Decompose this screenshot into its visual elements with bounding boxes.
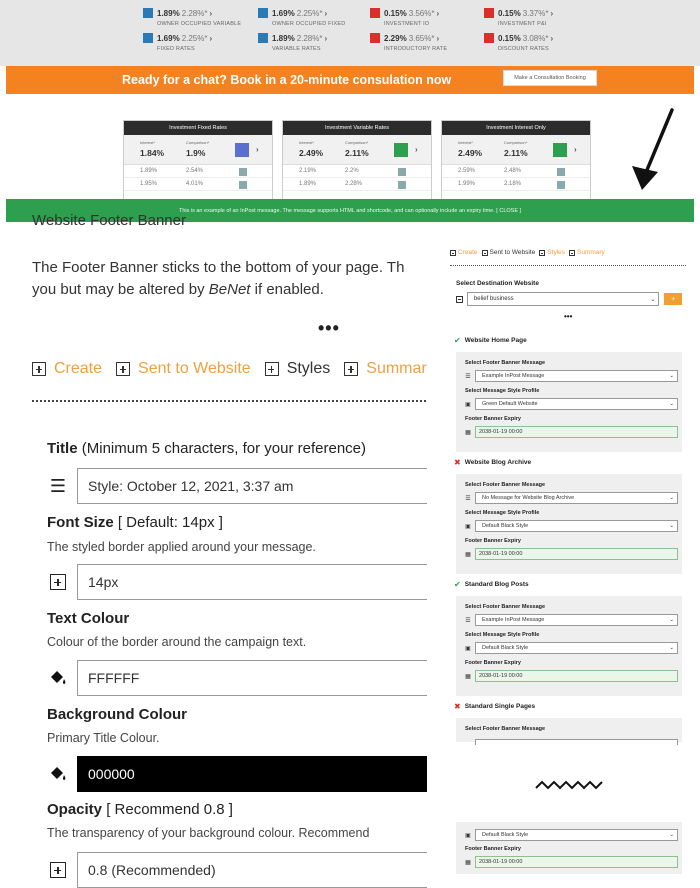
- paint-bucket-icon: [47, 667, 69, 689]
- plus-box-icon: [539, 250, 545, 256]
- font-size-input[interactable]: 14px: [77, 564, 427, 600]
- rate-card-row[interactable]: [283, 178, 431, 191]
- tab-sent-to-website[interactable]: [482, 249, 536, 256]
- rate-label: INVESTMENT IO: [384, 21, 430, 27]
- check-icon: ✔: [454, 336, 461, 345]
- divider: [450, 265, 686, 266]
- rate-line: [484, 33, 604, 43]
- message-label: Select Footer Banner Message: [465, 360, 546, 366]
- tab-create[interactable]: [450, 249, 478, 256]
- interest-value: 2.49%: [299, 148, 324, 158]
- lender-logo-icon: [557, 181, 565, 189]
- style-label: Select Message Style Profile: [465, 510, 540, 516]
- row-comparison: 2.18%: [504, 181, 522, 187]
- rate-comparison: 2.28%*: [181, 8, 208, 18]
- chevron-right-icon: ›: [574, 145, 577, 154]
- destination-select[interactable]: [467, 292, 659, 306]
- message-select[interactable]: [475, 492, 678, 504]
- rate-badge-icon: [370, 33, 380, 43]
- footer-banner-settings-panel: [448, 242, 688, 874]
- message-row: [464, 736, 678, 748]
- plus-box-icon: [450, 250, 456, 256]
- message-value: Example InPost Message: [482, 617, 545, 623]
- chevron-right-icon: ›: [209, 8, 213, 18]
- title-input[interactable]: Style: October 12, 2021, 3:37 am: [77, 468, 427, 504]
- expiry-input[interactable]: 2038-01-19 00:00: [475, 426, 678, 438]
- expiry-row: [464, 426, 678, 438]
- rate-badge-icon: [143, 33, 153, 43]
- tab-label: Summary: [577, 249, 605, 256]
- style-label: Select Message Style Profile: [465, 632, 540, 638]
- more-options-icon[interactable]: •••: [564, 312, 573, 321]
- tab-label: Create: [458, 249, 478, 256]
- background-colour-input[interactable]: 000000: [77, 756, 427, 792]
- website-preview: [0, 0, 700, 222]
- label-hint: [ Default: 14px ]: [113, 514, 223, 531]
- calendar-icon: ▦: [465, 429, 471, 436]
- intro-suffix: if enabled.: [250, 281, 324, 298]
- rate-value: 1.89%: [157, 8, 180, 18]
- comparison-label: Comparison*: [345, 140, 369, 145]
- intro-prefix: you but may be altered by: [32, 281, 209, 298]
- chevron-right-icon: ›: [324, 33, 328, 43]
- rate-line: [484, 8, 604, 18]
- tab-label: Create: [54, 360, 103, 377]
- rate-value: 0.15%: [498, 33, 521, 43]
- rate-value: 0.15%: [384, 8, 407, 18]
- rate-line: [370, 33, 490, 43]
- rate-line: [258, 8, 378, 18]
- lender-logo-icon: [553, 143, 567, 157]
- rate-comparison: 3.08%*: [522, 33, 549, 43]
- rate-card-title: Investment Variable Rates: [283, 121, 431, 135]
- tab-sent-to-website[interactable]: [116, 360, 251, 378]
- add-destination-button[interactable]: +: [664, 293, 682, 305]
- section-header[interactable]: [454, 580, 529, 589]
- rate-item[interactable]: [484, 33, 604, 55]
- interest-label: Interest*: [140, 140, 155, 145]
- rate-card-row[interactable]: [283, 165, 431, 178]
- section-box: [456, 352, 682, 452]
- section-title: Website Blog Archive: [464, 459, 532, 466]
- label-strong: Font Size: [47, 514, 114, 531]
- style-label: Select Message Style Profile: [465, 388, 540, 394]
- chevron-down-icon: ⌄: [669, 523, 674, 529]
- rate-card: [123, 120, 273, 210]
- style-select[interactable]: [475, 398, 678, 410]
- opacity-description: The transparency of your background colour. Recommend: [47, 826, 370, 840]
- text-colour-description: Colour of the border around the campaign text.: [47, 635, 307, 649]
- plus-box-icon: [482, 250, 488, 256]
- rates-bar: [0, 0, 700, 66]
- rate-card-main[interactable]: [442, 135, 590, 165]
- rate-badge-icon: [258, 8, 268, 18]
- interest-label: Interest*: [458, 140, 473, 145]
- message-select[interactable]: [475, 370, 678, 382]
- message-row: [464, 492, 678, 504]
- section-heading: Website Footer Banner: [32, 212, 186, 229]
- zigzag-separator-icon: [534, 776, 604, 796]
- style-row: [464, 829, 678, 841]
- chevron-down-icon: ⌄: [669, 617, 674, 623]
- calendar-icon: ▦: [465, 859, 471, 866]
- rate-comparison: 2.28%*: [296, 33, 323, 43]
- rate-label: FIXED RATES: [157, 46, 195, 52]
- section-box: [456, 596, 682, 696]
- rate-card-title: Investment Interest Only: [442, 121, 590, 135]
- style-row: [464, 520, 678, 532]
- comparison-label: Comparison*: [504, 140, 528, 145]
- rate-item[interactable]: [258, 33, 378, 55]
- background-colour-description: Primary Title Colour.: [47, 731, 160, 745]
- plus-box-icon: [47, 571, 69, 593]
- cross-icon: ✖: [454, 458, 461, 467]
- rate-line: [143, 33, 263, 43]
- rate-label: OWNER OCCUPIED FIXED: [272, 21, 346, 27]
- chevron-right-icon: ›: [324, 8, 328, 18]
- row-comparison: 2.28%: [345, 181, 363, 187]
- label-strong: Title: [47, 440, 78, 457]
- chevron-right-icon: ›: [415, 145, 418, 154]
- tab-summary[interactable]: [569, 249, 605, 256]
- title-field-label: [47, 440, 366, 457]
- label-hint: (Minimum 5 characters, for your reference): [77, 440, 366, 457]
- list-icon: ☰: [465, 373, 471, 380]
- font-size-row: [47, 564, 427, 600]
- label-strong: Text Colour: [47, 610, 130, 627]
- style-value: Green Default Website: [482, 401, 538, 407]
- rate-comparison: 3.56%*: [408, 8, 435, 18]
- message-row: [464, 370, 678, 382]
- comparison-value: 1.9%: [186, 148, 206, 158]
- rate-value: 1.89%: [272, 33, 295, 43]
- section-box: [456, 822, 682, 874]
- row-comparison: 4.01%: [186, 181, 204, 187]
- text-colour-input[interactable]: FFFFFF: [77, 660, 427, 696]
- destination-value: belief business: [473, 296, 514, 302]
- message-label: Select Footer Banner Message: [465, 604, 546, 610]
- lender-logo-icon: [239, 168, 247, 176]
- chevron-right-icon: ›: [436, 8, 440, 18]
- rate-badge-icon: [143, 8, 153, 18]
- row-interest: 1.89%: [299, 181, 317, 187]
- lender-logo-icon: [557, 168, 565, 176]
- tab-label: Styles: [286, 360, 331, 377]
- opacity-label: [47, 801, 233, 818]
- consultation-booking-button[interactable]: Make a Consultation Booking: [503, 70, 597, 86]
- list-icon: ☰: [49, 475, 67, 496]
- rate-label: INVESTMENT P&I: [498, 21, 547, 27]
- rate-badge-icon: [370, 8, 380, 18]
- font-size-description: The styled border applied around your message.: [47, 540, 316, 554]
- list-icon: ☰: [465, 495, 471, 502]
- chevron-down-icon: ⌄: [650, 296, 656, 303]
- tab-label: Summar: [366, 360, 427, 377]
- style-select[interactable]: [475, 829, 678, 841]
- lender-logo-icon: [398, 181, 406, 189]
- label-strong: Opacity: [47, 801, 103, 818]
- rate-card-title: Investment Fixed Rates: [124, 121, 272, 135]
- row-interest: 1.95%: [140, 181, 158, 187]
- message-row: [464, 614, 678, 626]
- chevron-right-icon: ›: [550, 8, 554, 18]
- rate-item[interactable]: [258, 8, 378, 30]
- image-icon: ▣: [465, 645, 471, 652]
- rate-badge-icon: [258, 33, 268, 43]
- section-header[interactable]: [454, 336, 527, 345]
- tab-create[interactable]: [32, 360, 102, 378]
- text-colour-row: [47, 660, 427, 696]
- style-select[interactable]: [475, 520, 678, 532]
- rate-value: 2.29%: [384, 33, 407, 43]
- plus-box-icon: [265, 362, 279, 376]
- opacity-row: [47, 852, 427, 888]
- expiry-label: Footer Banner Expiry: [465, 846, 521, 852]
- rate-value: 1.69%: [272, 8, 295, 18]
- rate-card-row[interactable]: [124, 178, 272, 191]
- message-select[interactable]: [475, 739, 678, 745]
- row-interest: 2.19%: [299, 168, 317, 174]
- tab-summary[interactable]: [344, 360, 426, 378]
- expiry-input[interactable]: 2038-01-19 00:00: [475, 670, 678, 682]
- chevron-down-icon: ⌄: [669, 495, 674, 501]
- chevron-right-icon: ›: [550, 33, 554, 43]
- message-select[interactable]: [475, 614, 678, 626]
- plus-box-icon: [116, 362, 130, 376]
- rate-value: 0.15%: [498, 8, 521, 18]
- rate-badge-icon: [484, 33, 494, 43]
- more-options-icon[interactable]: •••: [318, 318, 340, 338]
- rate-card-main[interactable]: [124, 135, 272, 165]
- rate-label: OWNER OCCUPIED VARIABLE: [157, 21, 242, 27]
- expiry-row: [464, 548, 678, 560]
- rate-item[interactable]: [370, 33, 490, 55]
- section-header[interactable]: [454, 458, 531, 467]
- divider: [32, 400, 426, 402]
- message-label: Select Footer Banner Message: [465, 482, 546, 488]
- lender-logo-icon: [239, 181, 247, 189]
- image-icon: ▣: [465, 832, 471, 839]
- rate-label: DISCOUNT RATES: [498, 46, 549, 52]
- rate-line: [143, 8, 263, 18]
- chevron-down-icon: ⌄: [669, 832, 674, 838]
- interest-value: 1.84%: [140, 148, 165, 158]
- chevron-down-icon: ⌄: [669, 373, 674, 379]
- comparison-value: 2.11%: [345, 148, 369, 158]
- list-icon: ☰: [465, 617, 471, 624]
- image-icon: ▣: [465, 401, 471, 408]
- text-colour-label: [47, 610, 129, 627]
- rate-value: 1.69%: [157, 33, 180, 43]
- interest-label: Interest*: [299, 140, 314, 145]
- expiry-input[interactable]: 2038-01-19 00:00: [475, 856, 678, 868]
- rate-comparison: 2.25%*: [181, 33, 208, 43]
- opacity-input[interactable]: 0.8 (Recommended): [77, 852, 427, 888]
- rate-badge-icon: [484, 8, 494, 18]
- benet-name: BeNet: [208, 281, 251, 298]
- tab-label: Styles: [547, 249, 565, 256]
- style-value: Default Black Style: [482, 832, 529, 838]
- expiry-label: Footer Banner Expiry: [465, 416, 521, 422]
- style-value: Default Black Style: [482, 645, 529, 651]
- expiry-row: [464, 856, 678, 868]
- section-title: Standard Single Pages: [464, 703, 536, 710]
- row-comparison: 2.48%: [504, 168, 522, 174]
- expiry-label: Footer Banner Expiry: [465, 660, 521, 666]
- image-icon: ▣: [465, 523, 471, 530]
- check-icon: ✔: [454, 580, 461, 589]
- rate-label: INTRODUCTORY RATE: [384, 46, 448, 52]
- section-title: Standard Blog Posts: [464, 581, 529, 588]
- label-strong: Background Colour: [47, 706, 188, 723]
- intro-line-1: The Footer Banner sticks to the bottom of your page. Th: [32, 259, 405, 276]
- font-size-label: [47, 514, 223, 531]
- style-row: [464, 398, 678, 410]
- title-field-row: [47, 468, 427, 504]
- label-hint: [ Recommend 0.8 ]: [102, 801, 233, 818]
- comparison-label: Comparison*: [186, 140, 210, 145]
- tab-label: Sent to Website: [489, 249, 536, 256]
- rate-card-row[interactable]: [124, 165, 272, 178]
- chevron-down-icon: ⌄: [669, 401, 674, 407]
- rate-line: [258, 33, 378, 43]
- section-title: Website Home Page: [464, 337, 527, 344]
- plus-box-icon: [569, 250, 575, 256]
- background-colour-row: [47, 756, 427, 792]
- rate-item[interactable]: [484, 8, 604, 30]
- promo-text: Ready for a chat? Book in a 20-minute consulation now: [122, 73, 452, 87]
- message-label: Select Footer Banner Message: [465, 726, 546, 732]
- background-colour-label: [47, 706, 187, 723]
- promo-banner: [6, 66, 694, 94]
- rate-card-row[interactable]: [442, 178, 590, 191]
- message-value: Example InPost Message: [482, 373, 545, 379]
- tab-styles[interactable]: [539, 249, 565, 256]
- lender-logo-icon: [394, 143, 408, 157]
- inpost-message-bar[interactable]: This is an example of an InPost message. The message supports HTML and shortcode, and can optionally include an expiry time. [ CLOSE ]: [6, 199, 694, 222]
- intro-text: [32, 257, 462, 301]
- plus-box-icon: [47, 859, 69, 881]
- intro-line-2: [32, 279, 462, 301]
- chevron-right-icon: ›: [209, 33, 213, 43]
- cross-icon: ✖: [454, 702, 461, 711]
- destination-label: Select Destination Website: [456, 280, 539, 287]
- rate-line: [370, 8, 490, 18]
- chevron-right-icon: ›: [436, 33, 440, 43]
- calendar-icon: ▦: [465, 551, 471, 558]
- destination-row: [456, 292, 682, 306]
- rate-item[interactable]: [143, 33, 263, 55]
- rate-card: [441, 120, 591, 210]
- interest-value: 2.49%: [458, 148, 483, 158]
- row-interest: 1.89%: [140, 168, 158, 174]
- row-comparison: 2.2%: [345, 168, 359, 174]
- lender-logo-icon: [235, 143, 249, 157]
- row-interest: 2.59%: [458, 168, 476, 174]
- rate-label: VARIABLE RATES: [272, 46, 321, 52]
- settings-tabs: [450, 249, 609, 256]
- editor-tabs: [32, 360, 441, 378]
- chevron-down-icon: ⌄: [669, 645, 674, 651]
- rate-item[interactable]: [143, 8, 263, 30]
- rate-card-main[interactable]: [283, 135, 431, 165]
- down-arrow-icon: [628, 106, 678, 196]
- comparison-value: 2.11%: [504, 148, 528, 158]
- rate-card: [282, 120, 432, 210]
- expiry-label: Footer Banner Expiry: [465, 538, 521, 544]
- plus-box-icon: [456, 296, 463, 303]
- rate-comparison: 3.65%*: [408, 33, 435, 43]
- section-header[interactable]: [454, 702, 535, 711]
- rate-comparison: 3.37%*: [522, 8, 549, 18]
- style-select[interactable]: [475, 642, 678, 654]
- section-box: [456, 474, 682, 574]
- row-comparison: 2.54%: [186, 168, 204, 174]
- rate-card-row[interactable]: [442, 165, 590, 178]
- chevron-right-icon: ›: [256, 145, 259, 154]
- row-interest: 1.99%: [458, 181, 476, 187]
- expiry-row: [464, 670, 678, 682]
- expiry-input[interactable]: 2038-01-19 00:00: [475, 548, 678, 560]
- section-box: [456, 718, 682, 742]
- style-value: Default Black Style: [482, 523, 529, 529]
- tab-label: Sent to Website: [138, 360, 251, 377]
- plus-box-icon: [344, 362, 358, 376]
- rate-item[interactable]: [370, 8, 490, 30]
- rate-comparison: 2.25%*: [296, 8, 323, 18]
- paint-bucket-icon: [47, 763, 69, 785]
- lender-logo-icon: [398, 168, 406, 176]
- tab-styles[interactable]: [265, 360, 331, 378]
- message-value: No Message for Website Blog Archive: [482, 495, 575, 501]
- style-row: [464, 642, 678, 654]
- footer-banner-editor-zoom: [0, 212, 427, 878]
- plus-box-icon: [32, 362, 46, 376]
- calendar-icon: ▦: [465, 673, 471, 680]
